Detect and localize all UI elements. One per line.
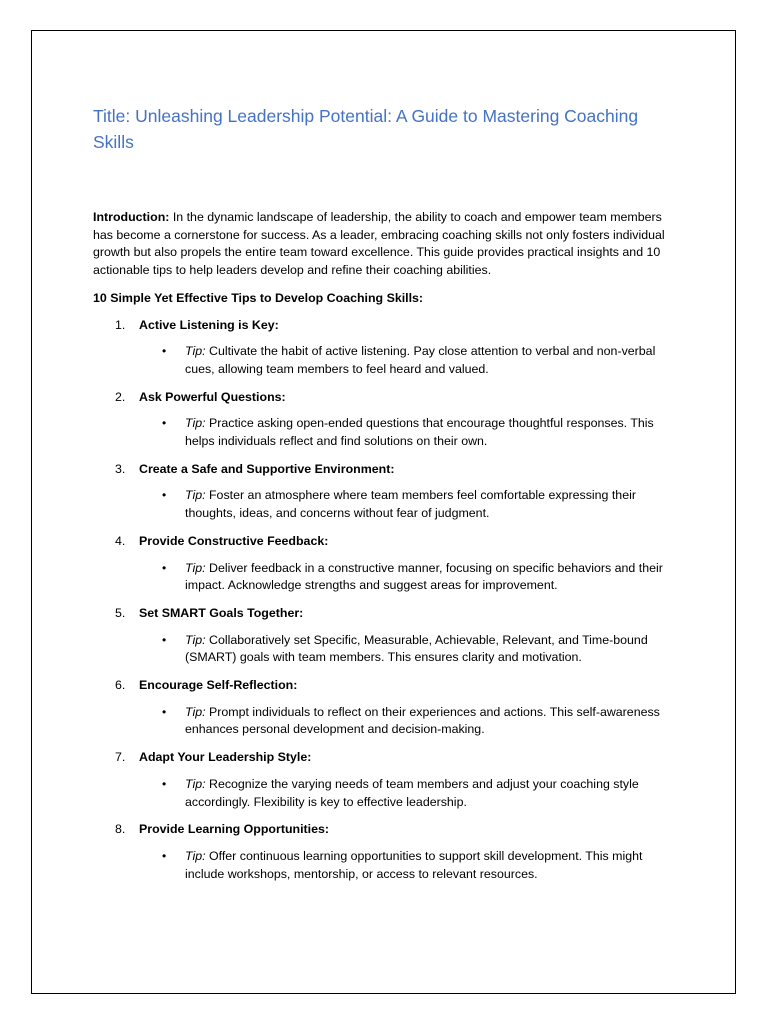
tip-bullet [139, 704, 683, 739]
tip-title: Set SMART Goals Together: [139, 605, 304, 620]
tip-label: Tip: [185, 560, 206, 575]
tip-title: Encourage Self-Reflection: [139, 678, 298, 693]
tip-item [93, 605, 683, 667]
tip-text: Cultivate the habit of active listening. Pay close attention to verbal and non-verbal cues, allowing team members to feel heard and valued. [185, 344, 656, 376]
tip-title: Adapt Your Leadership Style: [139, 750, 312, 765]
tip-title: Provide Learning Opportunities: [139, 822, 330, 837]
tips-heading: 10 Simple Yet Effective Tips to Develop Coaching Skills: [93, 290, 424, 305]
tip-number: 5. [115, 605, 126, 620]
tip-text: Deliver feedback in a constructive manner, focusing on specific behaviors and their impact. Acknowledge strengths and suggest areas for improvement. [185, 560, 663, 593]
tip-item [93, 821, 683, 883]
tip-text: Offer continuous learning opportunities to support skill development. This might include workshops, mentorship, or access to relevant resources. [185, 848, 643, 881]
tip-item [93, 749, 683, 811]
bullet-icon: • [162, 416, 167, 431]
document-page [31, 30, 736, 994]
tip-number: 8. [115, 822, 126, 837]
tip-bullet [139, 343, 683, 378]
tip-bullet [139, 415, 683, 450]
introduction-label: Introduction: [93, 210, 170, 224]
tip-text: Foster an atmosphere where team members feel comfortable expressing their thoughts, ideas, and concerns without fear of judgment. [185, 488, 636, 521]
tip-bullet [139, 560, 683, 595]
document-title: Title: Unleashing Leadership Potential: A Guide to Mastering Coaching Skills [93, 106, 639, 152]
tip-bullet [139, 776, 683, 811]
introduction-text: In the dynamic landscape of leadership, the ability to coach and empower team members has become a cornerstone for success. As a leader, embracing coaching skills not only fosters individual growth but also propels the entire team toward excellence. This guide provides practical insights and 10 actionable tips to help leaders develop and refine their coaching abilities. [93, 210, 665, 278]
bullet-icon: • [162, 488, 167, 503]
tip-label: Tip: [185, 704, 206, 719]
tip-text: Collaboratively set Specific, Measurable, Achievable, Relevant, and Time-bound (SMART) goals with team members. This ensures clarity and motivation. [185, 632, 648, 665]
tip-item [93, 461, 683, 523]
tip-title: Ask Powerful Questions: [139, 389, 286, 404]
tip-label: Tip: [185, 416, 206, 431]
tip-label: Tip: [185, 488, 206, 503]
tip-number: 3. [115, 461, 126, 476]
tip-item [93, 677, 683, 739]
bullet-icon: • [162, 560, 167, 575]
tip-title: Create a Safe and Supportive Environment: [139, 461, 395, 476]
tip-title: Active Listening is Key: [139, 317, 279, 332]
tip-number: 2. [115, 389, 126, 404]
bullet-icon: • [162, 632, 167, 647]
bullet-icon: • [162, 704, 167, 719]
tip-label: Tip: [185, 344, 206, 359]
tip-text: Recognize the varying needs of team members and adjust your coaching style accordingly. Flexibility is key to effective leadership. [185, 776, 639, 809]
tip-text: Prompt individuals to reflect on their experiences and actions. This self-awareness enhances personal development and decision-making. [185, 704, 660, 737]
introduction-paragraph [93, 209, 683, 280]
document-content [93, 103, 683, 893]
tip-number: 6. [115, 678, 126, 693]
tip-number: 7. [115, 750, 126, 765]
tip-bullet [139, 848, 683, 883]
tip-number: 1. [115, 317, 126, 332]
tip-item [93, 317, 683, 379]
tip-item [93, 533, 683, 595]
tip-text: Practice asking open-ended questions that encourage thoughtful responses. This helps individuals reflect and find solutions on their own. [185, 416, 654, 449]
tip-label: Tip: [185, 776, 206, 791]
tip-label: Tip: [185, 632, 206, 647]
tip-bullet [139, 632, 683, 667]
bullet-icon: • [162, 344, 167, 359]
tip-item [93, 389, 683, 451]
tip-bullet [139, 487, 683, 522]
bullet-icon: • [162, 776, 167, 791]
tip-number: 4. [115, 533, 126, 548]
tips-list [93, 317, 683, 884]
tip-label: Tip: [185, 848, 206, 863]
bullet-icon: • [162, 848, 167, 863]
tip-title: Provide Constructive Feedback: [139, 533, 329, 548]
